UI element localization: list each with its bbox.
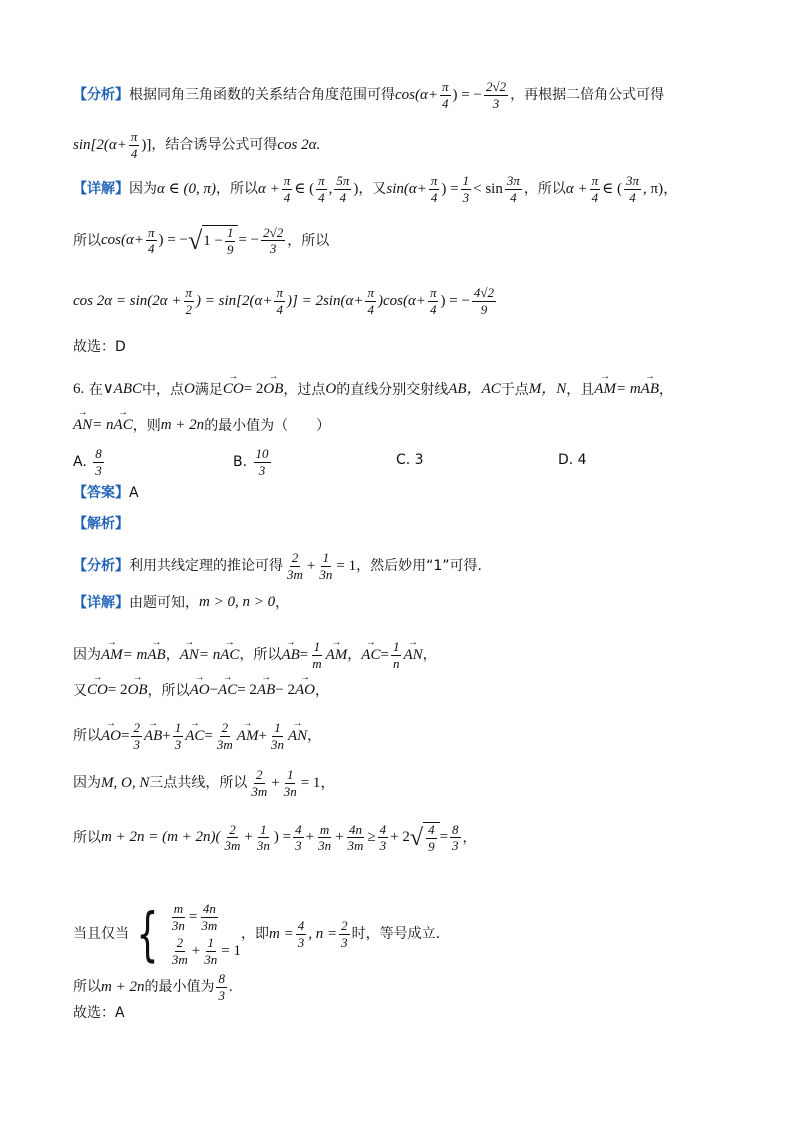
fraction: $\frac{4}{3}$ (297, 918, 305, 950)
analysis2-line (73, 551, 482, 581)
math-expr: ∈ ( (602, 180, 622, 197)
detail-tag: 【详解】 (73, 181, 129, 198)
math-expr: = (299, 646, 309, 663)
math-expr: m + 2n (101, 978, 145, 995)
detail2-line7 (73, 902, 440, 967)
fraction: $\frac{2}{3m}$ (216, 720, 233, 752)
text: ， (275, 594, 290, 611)
fraction: $\frac{1}{3n}$ (319, 550, 333, 582)
text: 因为 (129, 181, 157, 198)
vector: → AB (257, 683, 275, 698)
math-expr: = 2 (237, 682, 257, 698)
text: ，则 (132, 417, 161, 434)
fraction: $\frac{4}{9}$ (428, 822, 435, 854)
math-expr: = n (92, 417, 114, 433)
math-expr: α ∈ (0, π) (157, 180, 216, 197)
vector: → AC (218, 683, 237, 698)
comma: ， (659, 381, 673, 398)
math-expr: + (305, 829, 315, 846)
comma: , (328, 180, 333, 197)
math-expr: ) = (441, 180, 459, 197)
fraction: $\frac{4n}{3m}$ (347, 821, 364, 854)
math-expr: − (209, 682, 219, 698)
vector: → AB (281, 648, 299, 663)
text: 因为 (73, 647, 101, 664)
vector: → AM (237, 729, 259, 744)
math-expr: α + (565, 180, 588, 197)
math-expr: = m (122, 646, 148, 663)
text: 时，等号成立. (351, 926, 441, 943)
text: 因为 (73, 775, 101, 792)
math-expr: = (439, 829, 449, 846)
math-expr: m + 2n (160, 417, 205, 433)
fraction: $\frac{\pi}{4}$ (148, 224, 155, 257)
analysis1-line1 (73, 80, 664, 110)
fraction: $\frac{2}{3}$ (133, 720, 140, 752)
math-expr: )] = 2sin(α+ (286, 292, 364, 309)
math-expr: sin(α+ (386, 180, 427, 197)
math-expr: = 1 (221, 942, 241, 959)
vector: → AO (190, 683, 210, 698)
vector: → AN (73, 418, 92, 433)
vector: → OB (263, 382, 283, 397)
text: 三点共线，所以 (149, 775, 248, 792)
math-expr: + (244, 829, 253, 846)
math-expr: = − (238, 232, 260, 249)
math-expr: sin[2(α+ (73, 136, 127, 153)
vector: → AM (594, 382, 616, 397)
math-expr: ) = (273, 829, 292, 846)
text: ， (347, 647, 362, 664)
fraction: $\frac{3\pi}{4}$ (625, 173, 639, 205)
math-expr: ) = − (440, 292, 470, 309)
vector: → AC (361, 648, 380, 663)
math-expr: O (325, 381, 337, 397)
fraction: $\frac{1}{3}$ (462, 173, 470, 205)
math-expr: = 2 (107, 682, 128, 698)
fraction: $\frac{\pi}{4}$ (430, 173, 438, 205)
text: ， (314, 682, 329, 699)
vector: → AB (144, 729, 162, 744)
fraction: $\frac{8}{3}$ (218, 971, 225, 1003)
fraction: $\frac{5\pi}{4}$ (336, 173, 350, 205)
fraction: $\frac{4}{3}$ (295, 821, 302, 854)
math-expr: , π)， (643, 180, 679, 197)
math-expr: α + (257, 180, 280, 197)
math-expr: < sin (473, 180, 503, 197)
text: 所以 (73, 979, 101, 996)
math-expr: AB，AC (448, 381, 501, 397)
text: 所以 (73, 829, 101, 846)
analysis-tag: 【分析】 (73, 87, 129, 104)
math-expr: + (335, 829, 344, 846)
jiexi-tag: 【解析】 (73, 516, 129, 532)
math-expr: = (188, 908, 198, 925)
left-brace: { (136, 900, 159, 969)
text: ，所以 (239, 647, 282, 664)
detail2-line4 (73, 721, 321, 751)
math-expr: )cos(α+ (377, 292, 426, 309)
fraction: $\frac{2}{3m}$ (287, 550, 303, 582)
vector: → AB (641, 382, 659, 397)
math-expr: + (162, 727, 171, 744)
q6-line2 (73, 418, 330, 433)
text: ，又 (358, 181, 387, 198)
vector: → AN (403, 648, 422, 663)
option-c[interactable]: C. 3 (396, 452, 424, 468)
vector: → AN (180, 648, 199, 663)
detail1-line3 (73, 286, 498, 316)
text: ，且 (566, 381, 595, 398)
math-expr: ) = − (158, 232, 188, 249)
math-expr: M，N (528, 381, 567, 397)
math-expr: = (121, 727, 130, 744)
fraction: $\frac{1}{m}$ (312, 639, 322, 671)
fraction: $\frac{1}{3}$ (174, 720, 182, 752)
math-expr: ∈ ( (294, 180, 315, 197)
fraction: $\frac{1}{3n}$ (204, 935, 218, 967)
text: 所以 (73, 728, 101, 745)
math-expr: + (258, 727, 267, 744)
detail2-line1 (73, 595, 289, 610)
vector: → AO (295, 683, 315, 698)
fraction: $\frac{\pi}{4}$ (591, 173, 599, 205)
analysis1-line2 (73, 130, 320, 160)
text: 满足 (194, 381, 223, 398)
fraction: $\frac{\pi}{4}$ (367, 285, 374, 317)
math-expr: = 1 (336, 557, 357, 574)
analysis-tag: 【分析】 (73, 558, 129, 575)
math-expr: = 1， (300, 774, 336, 791)
fraction: $\frac{2}{3m}$ (224, 821, 241, 854)
math-expr: 1 − (203, 232, 223, 249)
math-expr: m + 2n = (m + 2n)( (101, 829, 221, 846)
text: ，过点 (283, 381, 326, 398)
math-expr: = 2 (243, 381, 264, 397)
text: 中，点 (142, 381, 185, 398)
text: ， (422, 647, 437, 664)
fraction: $\frac{2√2}{3}$ (263, 224, 284, 257)
math-expr: . (228, 978, 233, 995)
choose-a: 故选：A (73, 1005, 125, 1021)
option-d[interactable]: D. 4 (558, 452, 587, 468)
vector: → CO (223, 382, 244, 397)
text: 又 (73, 682, 87, 699)
sqrt: √ 1 − $\frac{1}{9}$ (188, 225, 239, 256)
option-label: A. (73, 454, 87, 471)
text: ， (307, 728, 322, 745)
brace-system (129, 902, 241, 967)
text: 于点 (500, 381, 529, 398)
analysis-text: ，结合诱导公式可得 (151, 137, 278, 154)
text: 在 (88, 381, 103, 398)
option-a[interactable] (73, 447, 106, 477)
text: 的最小值为（ ） (204, 417, 331, 434)
text: ，所以 (287, 232, 330, 249)
math-expr: ) = − (452, 86, 482, 103)
fraction: $\frac{\pi}{4}$ (130, 129, 138, 161)
vector: → AB (147, 648, 165, 663)
math-expr: )] (141, 136, 152, 153)
analysis-text: 根据同角三角函数的关系结合角度范围可得 (129, 87, 395, 104)
fraction: $\frac{3\pi}{4}$ (506, 173, 520, 205)
question-number: 6. (73, 381, 85, 397)
math-expr: = (380, 646, 389, 663)
math-expr: + (306, 557, 316, 574)
option-b[interactable] (233, 447, 273, 477)
vector: → AC (185, 729, 204, 744)
math-expr: ∨ABC (102, 381, 143, 397)
fraction: $\frac{m}{3n}$ (318, 821, 332, 854)
fraction: $\frac{1}{3n}$ (256, 821, 270, 854)
fraction: $\frac{8}{3}$ (95, 446, 102, 478)
text: ，即 (240, 926, 269, 943)
text: ，所以 (523, 181, 566, 198)
math-expr: O (184, 381, 195, 397)
math-expr: ) = sin[2(α+ (196, 292, 273, 309)
fraction: $\frac{8}{3}$ (452, 821, 459, 854)
math-expr: ≥ (367, 829, 376, 846)
system-row-2 (168, 936, 241, 966)
fraction: $\frac{2√2}{3}$ (485, 79, 507, 111)
fraction: $\frac{1}{3n}$ (270, 720, 284, 752)
answer-line (73, 486, 139, 500)
detail2-line2 (73, 640, 437, 670)
answer-tag: 【答案】 (73, 485, 129, 501)
fraction: $\frac{2}{3m}$ (251, 767, 268, 799)
choose-d: 故选：D (73, 339, 126, 355)
text: 所以 (73, 232, 101, 249)
option-label: B. (233, 454, 248, 471)
fraction: $\frac{4√2}{9}$ (473, 285, 495, 317)
text: ， (165, 647, 180, 664)
fraction: $\frac{\pi}{2}$ (185, 285, 193, 317)
math-expr: cos 2α. (277, 136, 321, 153)
fraction: $\frac{\pi}{4}$ (283, 173, 291, 205)
text: 由题可知， (129, 594, 199, 611)
math-expr: + 2 (390, 829, 410, 846)
text: ，然后妙用“1”可得. (356, 558, 482, 575)
math-expr: = n (198, 646, 221, 663)
math-expr: cos(α+ (101, 232, 144, 249)
analysis-text: ，再根据二倍角公式可得 (510, 87, 665, 104)
text: 的直线分别交射线 (336, 381, 449, 398)
math-expr: cos 2α = sin(2α + (73, 292, 182, 309)
fraction: $\frac{1}{3n}$ (283, 767, 297, 799)
math-expr: + (191, 942, 201, 959)
jiexi-line (73, 517, 129, 531)
fraction: $\frac{2}{3}$ (341, 918, 348, 950)
paren: ) (353, 180, 359, 197)
fraction: $\frac{2}{3m}$ (171, 935, 188, 967)
vector: → AC (220, 648, 239, 663)
math-expr: + (271, 774, 280, 791)
fraction: $\frac{\pi}{4}$ (442, 79, 449, 111)
text: ， (462, 829, 477, 846)
math-expr: , n = (308, 925, 338, 942)
fraction: $\frac{4n}{3m}$ (201, 901, 218, 933)
text: 当且仅当 (73, 926, 129, 943)
detail2-line8 (73, 972, 233, 1002)
math-expr: M, O, N (101, 774, 150, 791)
detail2-line6 (73, 822, 477, 853)
fraction: $\frac{4}{3}$ (379, 821, 387, 854)
fraction: $\frac{\pi}{4}$ (276, 285, 283, 317)
text: 的最小值为 (144, 979, 215, 996)
math-expr: m > 0, n > 0 (199, 594, 276, 610)
text: ，所以 (215, 181, 258, 198)
vector: → AC (114, 418, 133, 433)
detail-tag: 【详解】 (73, 594, 129, 611)
math-expr: = (204, 727, 213, 744)
fraction: $\frac{1}{n}$ (392, 639, 400, 671)
detail1-line2 (73, 225, 329, 256)
vector: → AN (288, 729, 307, 744)
fraction: $\frac{1}{9}$ (226, 225, 234, 257)
fraction: $\frac{\pi}{4}$ (429, 285, 437, 317)
math-expr: − 2 (275, 682, 295, 698)
answer-value: A (129, 485, 139, 501)
text: 利用共线定理的推论可得 (129, 558, 283, 575)
math-expr: m = (268, 925, 294, 942)
fraction: $\frac{10}{3}$ (255, 446, 269, 478)
text: ，所以 (147, 682, 190, 699)
detail1-line1 (73, 174, 678, 204)
fraction: $\frac{m}{3n}$ (171, 901, 185, 933)
vector: → AM (101, 648, 123, 663)
detail2-line5 (73, 768, 335, 798)
fraction: $\frac{\pi}{4}$ (318, 173, 325, 205)
math-expr: = m (615, 381, 641, 397)
sqrt: √ $\frac{4}{9}$ (410, 822, 440, 853)
vector: → OB (128, 683, 148, 698)
vector: → AO (101, 729, 121, 744)
math-expr: cos(α+ (395, 86, 438, 103)
detail2-line3 (73, 683, 329, 698)
vector: → CO (87, 683, 108, 698)
vector: → AM (326, 648, 348, 663)
q6-line1 (73, 382, 673, 397)
system-row-1 (168, 902, 241, 932)
